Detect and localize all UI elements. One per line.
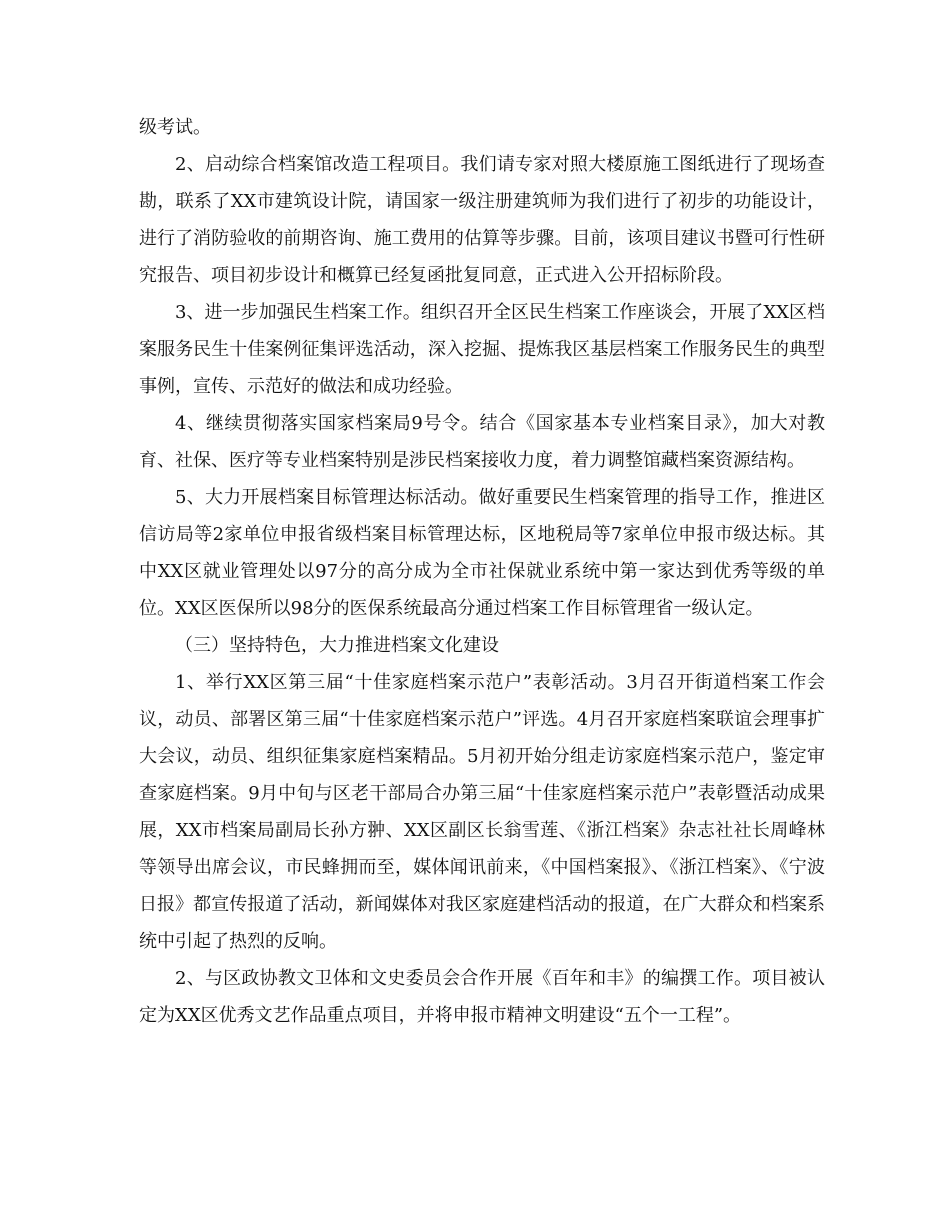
paragraph-section3-item-2: 2、与区政协教文卫体和文史委员会合作开展《百年和丰》的编撰工作。项目被认定为XX区优秀文艺作品重点项目，并将申报市精神文明建设“五个一工程”。 [139,968,825,1026]
paragraph-item-4: 4、继续贯彻落实国家档案局9号令。结合《国家基本专业档案目录》，加大对教育、社保、医疗等专业档案特别是涉民档案接收力度，着力调整馆藏档案资源结构。 [139,413,825,471]
paragraph-section3-item-1: 1、举行XX区第三届“十佳家庭档案示范户”表彰活动。3月召开街道档案工作会议，动员、部署区第三届“十佳家庭档案示范户”评选。4月召开家庭档案联谊会理事扩大会议，动员、组织征集家庭档案精品。5月初开始分组走访家庭档案示范户，鉴定审查家庭档案。9月中旬与区老干部局合办第三届“十佳家庭档案示范户”表彰暨活动成果展，XX市档案局副局长孙方翀、XX区副区长翁雪莲、《浙江档案》杂志社社长周峰林等领导出席会议，市民蜂拥而至，媒体闻讯前来，《中国档案报》、《浙江档案》、《宁波日报》都宣传报道了活动，新闻媒体对我区家庭建档活动的报道，在广大群众和档案系统中引起了热烈的反响。 [139,672,825,952]
paragraph-continuation: 级考试。 [139,117,211,138]
paragraph-item-2: 2、启动综合档案馆改造工程项目。我们请专家对照大楼原施工图纸进行了现场查勘，联系了XX市建筑设计院，请国家一级注册建筑师为我们进行了初步的功能设计，进行了消防验收的前期咨询、施工费用的估算等步骤。目前，该项目建议书暨可行性研究报告、项目初步设计和概算已经复函批复同意，正式进入公开招标阶段。 [139,154,825,286]
section-heading: （三）坚持特色，大力推进档案文化建设 [175,635,499,656]
document-body [139,109,825,1034]
paragraph-item-5: 5、大力开展档案目标管理达标活动。做好重要民生档案管理的指导工作，推进区信访局等2家单位申报省级档案目标管理达标，区地税局等7家单位申报市级达标。其中XX区就业管理处以97分的高分成为全市社保就业系统中第一家达到优秀等级的单位。XX区医保所以98分的医保系统最高分通过档案工作目标管理省一级认定。 [139,487,825,619]
paragraph-item-3: 3、进一步加强民生档案工作。组织召开全区民生档案工作座谈会，开展了XX区档案服务民生十佳案例征集评选活动，深入挖掘、提炼我区基层档案工作服务民生的典型事例，宣传、示范好的做法和成功经验。 [139,302,825,397]
